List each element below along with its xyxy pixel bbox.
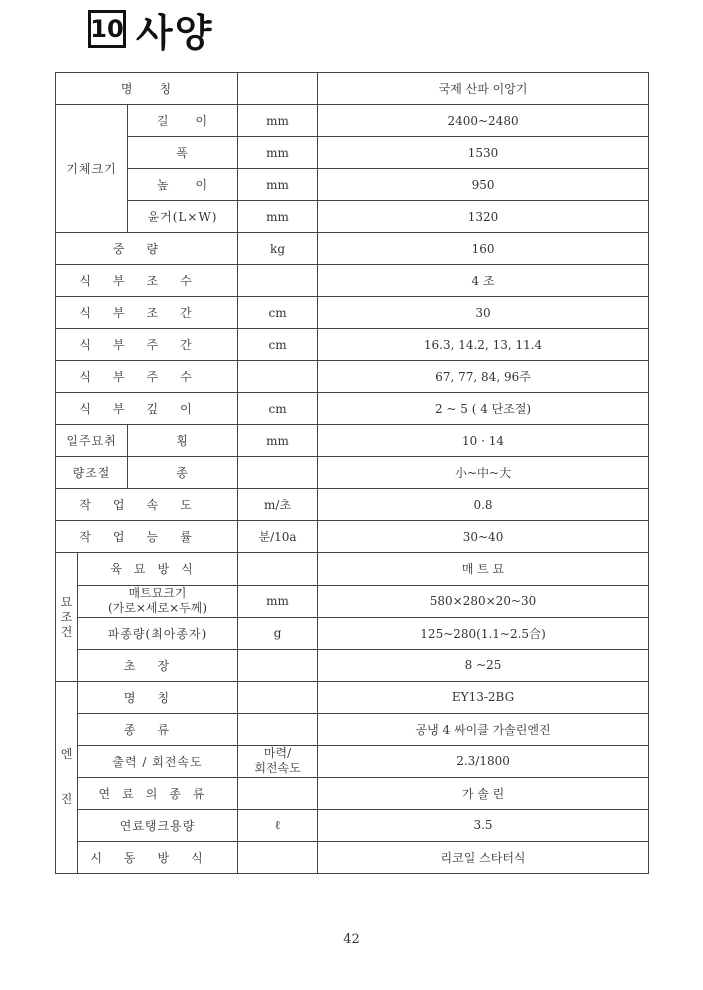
table-row [56,809,649,841]
table-row [56,745,649,777]
row-unit [238,361,318,393]
table-row [56,585,649,617]
row-label: 식부조간 [56,297,238,329]
row-label: 시동방식 [78,841,238,873]
machine-size-group-label: 기체크기 [56,105,128,233]
section-heading [88,6,214,55]
table-row [56,297,649,329]
table-row [56,393,649,425]
row-value: 공냉 4 싸이클 가솔린엔진 [318,713,649,745]
row-value: 가 솔 린 [318,777,649,809]
row-group-label: 일주묘취 [56,425,128,457]
header-name-cell: 명 칭 [56,73,238,105]
row-value: 30 [318,297,649,329]
row-unit: mm [238,425,318,457]
table-row [56,137,649,169]
row-unit: cm [238,297,318,329]
row-label: 횡 [128,425,238,457]
row-value: 30~40 [318,521,649,553]
table-row [56,233,649,265]
table-row [56,713,649,745]
table-header-row [56,73,649,105]
row-unit-line: 회전속도 [254,761,301,776]
header-unit-cell [238,73,318,105]
row-group-label: 량조절 [56,457,128,489]
engine-group-label [56,681,78,873]
row-unit [238,713,318,745]
row-unit: mm [238,585,318,617]
row-value: 小~中~大 [318,457,649,489]
row-unit: mm [238,105,318,137]
table-row [56,201,649,233]
header-value-cell: 국제 산파 이앙기 [318,73,649,105]
row-label: 중량 [56,233,238,265]
row-value: 67, 77, 84, 96주 [318,361,649,393]
row-unit: cm [238,393,318,425]
row-value: 4 조 [318,265,649,297]
row-value: 160 [318,233,649,265]
row-unit [238,841,318,873]
row-value: 125~280(1.1~2.5合) [318,617,649,649]
row-value: 0.8 [318,489,649,521]
table-row [56,489,649,521]
page-number: 42 [343,932,360,947]
row-unit: 분/10a [238,521,318,553]
row-label: 출력 / 회전속도 [78,745,238,777]
row-unit-line: 마력/ [263,746,292,761]
table-row [56,681,649,713]
group-char: 진 [60,792,73,807]
row-label: 연료의종류 [78,777,238,809]
row-label-line: (가로×세로×두께) [108,601,208,616]
row-label: 식부깊이 [56,393,238,425]
row-value: 2400~2480 [318,105,649,137]
row-label: 육묘방식 [78,553,238,585]
table-row [56,265,649,297]
row-unit: g [238,617,318,649]
row-value: 950 [318,169,649,201]
row-unit [238,265,318,297]
row-value: 3.5 [318,809,649,841]
section-title: 사양 [136,10,214,55]
row-value: 2.3/1800 [318,745,649,777]
row-value: 2 ~ 5 ( 4 단조절) [318,393,649,425]
row-unit [238,457,318,489]
row-value: 리코일 스타터식 [318,841,649,873]
row-label: 초장 [78,649,238,681]
row-unit: mm [238,201,318,233]
table-row [56,457,649,489]
row-unit: ℓ [238,809,318,841]
table-row [56,521,649,553]
row-label: 윤거(L×W) [128,201,238,233]
table-row [56,329,649,361]
row-value: 8 ~25 [318,649,649,681]
table-row [56,361,649,393]
row-label: 높 이 [128,169,238,201]
group-char: 묘 [60,594,73,609]
row-label: 작업능률 [56,521,238,553]
row-unit: mm [238,169,318,201]
row-value: 1530 [318,137,649,169]
row-label: 명칭 [78,681,238,713]
row-label: 식부조수 [56,265,238,297]
row-unit: kg [238,233,318,265]
table-row [56,777,649,809]
row-unit [238,777,318,809]
group-char: 조 [60,609,73,624]
row-label: 식부주간 [56,329,238,361]
table-row [56,841,649,873]
row-unit: mm [238,137,318,169]
table-row [56,105,649,137]
row-label: 파종량(최아종자) [78,617,238,649]
table-row [56,553,649,585]
row-unit: cm [238,329,318,361]
table-row [56,617,649,649]
row-label: 작업속도 [56,489,238,521]
row-unit [238,649,318,681]
row-value: 16.3, 14.2, 13, 11.4 [318,329,649,361]
row-label: 폭 [128,137,238,169]
row-label: 길 이 [128,105,238,137]
row-value: EY13-2BG [318,681,649,713]
row-value: 1320 [318,201,649,233]
table-row [56,169,649,201]
row-label: 종 [128,457,238,489]
row-unit [238,553,318,585]
section-number-box: 10 [88,10,126,48]
row-label: 연료탱크용량 [78,809,238,841]
row-label: 종류 [78,713,238,745]
row-unit [238,681,318,713]
table-row [56,425,649,457]
row-label-line: 매트묘크기 [128,586,187,601]
row-value: 매 트 묘 [318,553,649,585]
group-char: 엔 [60,747,73,762]
table-row [56,649,649,681]
row-value: 580×280×20~30 [318,585,649,617]
row-value: 10 · 14 [318,425,649,457]
row-label [78,585,238,617]
seedling-condition-group-label [56,553,78,681]
row-unit: m/초 [238,489,318,521]
group-char: 건 [60,624,73,639]
spec-table [55,72,649,874]
row-unit [238,745,318,777]
row-label: 식부주수 [56,361,238,393]
